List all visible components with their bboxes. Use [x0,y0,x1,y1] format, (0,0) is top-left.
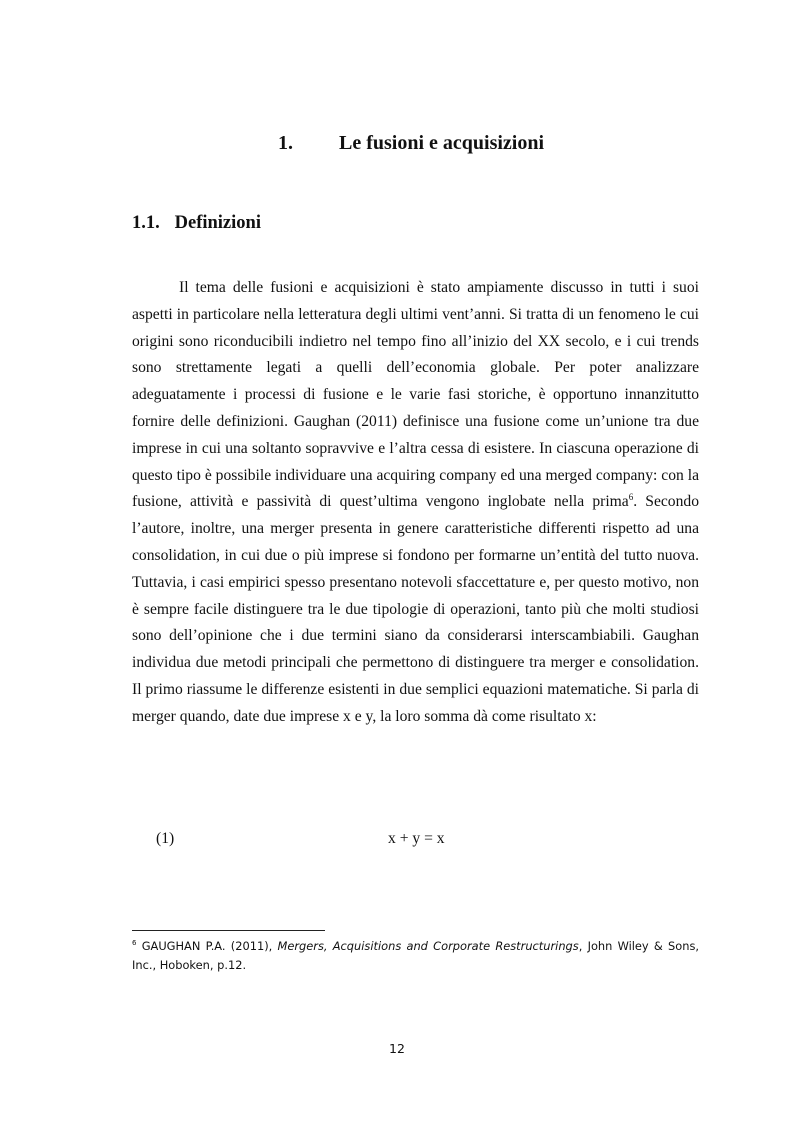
section-number: 1.1. [132,213,160,233]
footnote-reference: 6 [628,492,634,503]
section-heading [132,213,261,234]
body-text-after-note: . Secondo l’autore, inoltre, una merger presenta in genere caratteristiche differenti rispetto ad una consolidation, in cui due o più imprese si fondono per formarne un’entità del tutto nuova. Tuttavia, i casi empirici spesso presentano notevoli sfaccettature e, per questo motivo, non è sempre facile distinguere tra le due tipologie di operazioni, tanto più che molti studiosi sono dell’opinione che i due termini siano da considerarsi interscambiabili. Gaughan individua due metodi principali che permettono di distinguere tra merger e consolidation. Il primo riassume le differenze esistenti in due semplici equazioni matematiche. Si parla di merger quando, date due imprese x e y, la loro somma dà come risultato x: [132,493,699,725]
chapter-number: 1. [278,132,293,154]
equation-number: (1) [156,830,175,847]
footnote-author: GAUGHAN P.A. (2011), [141,939,278,953]
footnote-publication-details: , John Wiley & Sons, Inc., Hoboken, p.12. [132,939,699,972]
footnote-marker: 6 [132,939,137,948]
footnote-book-title: Mergers, Acquisitions and Corporate Restructurings [277,939,579,953]
page-number: 12 [389,1041,405,1056]
equation-expression: x + y = x [388,830,445,847]
chapter-title-text: Le fusioni e acquisizioni [339,132,545,154]
footnote-divider [132,930,325,931]
body-text-before-note: Il tema delle fusioni e acquisizioni è stato ampiamente discusso in tutti i suoi aspetti in particolare nella letteratura degli ultimi vent’anni. Si tratta di un fenomeno le cui origini sono riconducibili indietro nel tempo fino all’inizio del XX secolo, e i cui trends sono strettamente legati a quelli dell’economia globale. Per poter analizzare adeguatamente i processi di fusione e le varie fasi storiche, è opportuno innanzitutto fornire delle definizioni. Gaughan (2011) definisce una fusione come un’unione tra due imprese in cui una soltanto sopravvive e l’altra cessa di esistere. In ciascuna operazione di questo tipo è possibile individuare una acquiring company ed una merged company: con la fusione, attività e passività di quest’ultima vengono inglobate nella prima [132,279,699,511]
body-paragraph [132,275,699,731]
section-title-text: Definizioni [174,213,261,233]
footnote [132,937,699,975]
chapter-heading [278,132,544,155]
